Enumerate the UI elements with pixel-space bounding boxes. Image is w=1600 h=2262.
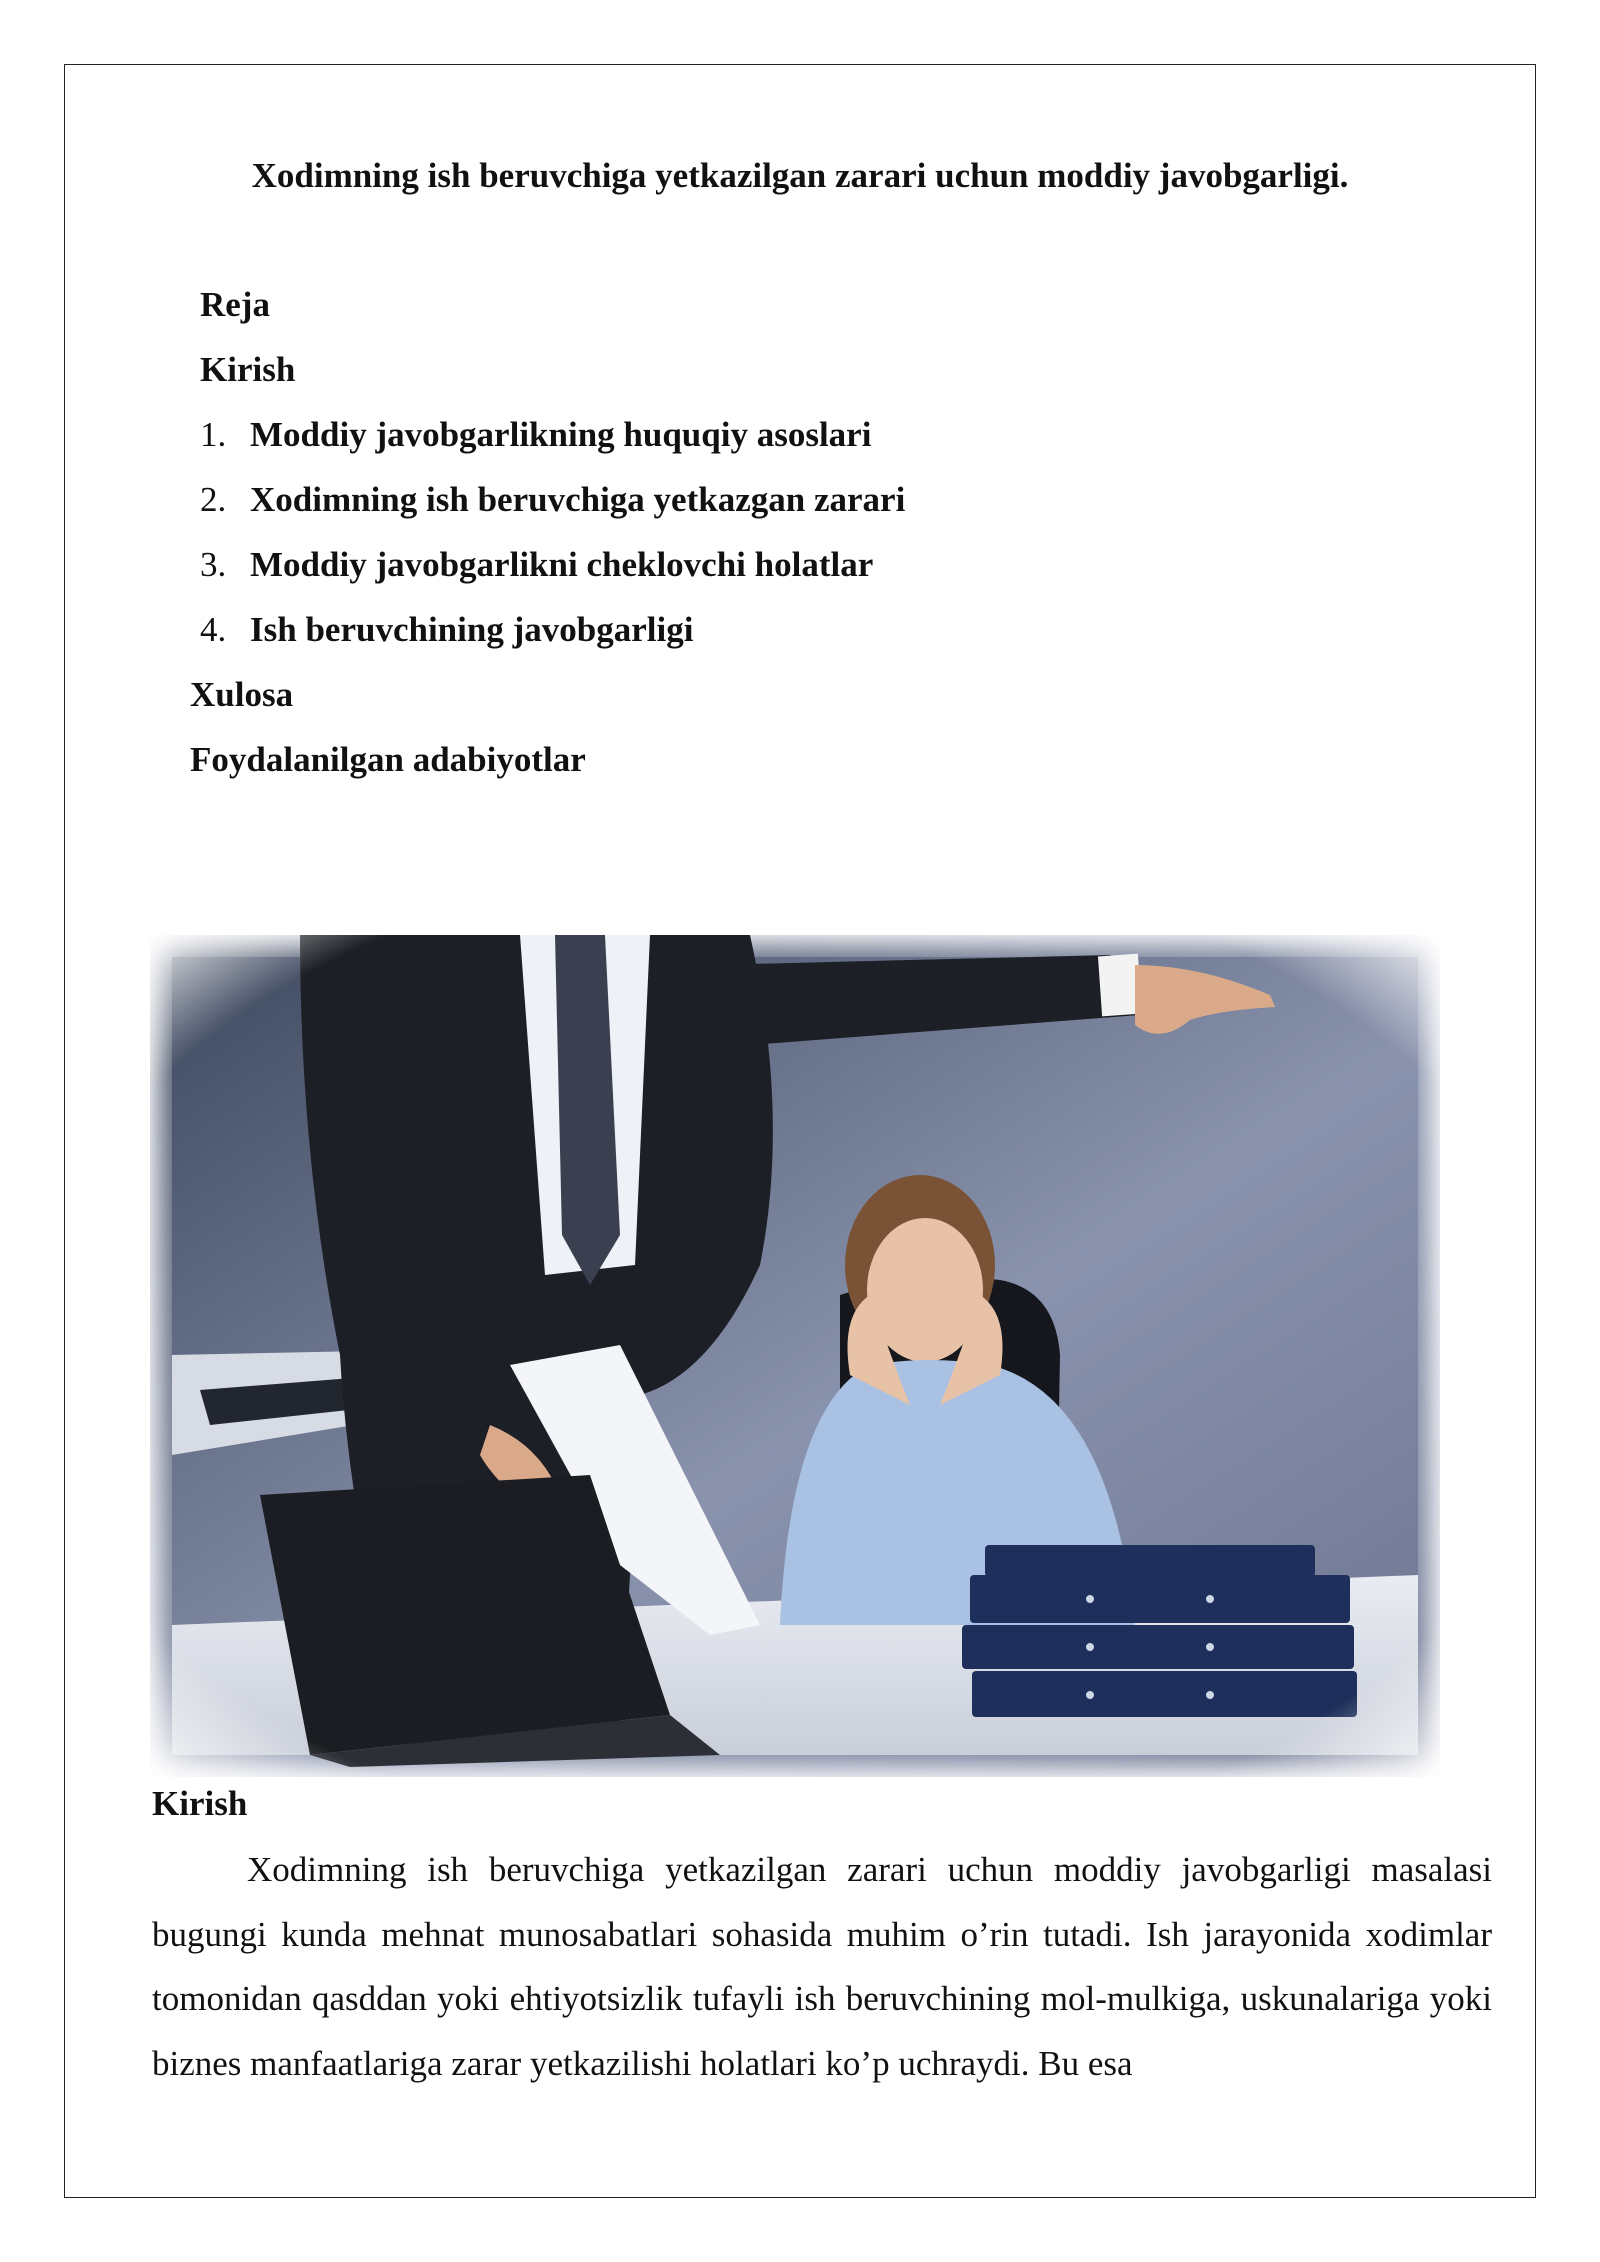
- plan-heading: Reja: [200, 285, 270, 324]
- plan-item-2: Xodimning ish beruvchiga yetkazgan zarari: [250, 480, 906, 519]
- intro-paragraph: Xodimning ish beruvchiga yetkazilgan zarari uchun moddiy javobgarligi masalasi bugungi kunda mehnat munosabatlari sohasida muhim o’rin tutadi. Ish jarayonida xodimlar tomonidan qasddan yoki ehtiyotsizlik tufayli ish beruvchining mol-mulkiga, uskunalariga yoki biznes manfaatlariga zarar yetkazilishi holatlari ko’p uchraydi. Bu esa: [152, 1850, 1492, 2083]
- plan-intro: Kirish: [200, 350, 296, 389]
- plan-item-number: 2.: [200, 480, 227, 519]
- plan-item-1: Moddiy javobgarlikning huquqiy asoslari: [250, 415, 872, 454]
- plan-item-number: 1.: [200, 415, 227, 454]
- plan-references: Foydalanilgan adabiyotlar: [190, 740, 586, 779]
- plan-item-3: Moddiy javobgarlikni cheklovchi holatlar: [250, 545, 874, 584]
- plan-item-number: 4.: [200, 610, 227, 649]
- office-scene-photo: [150, 935, 1440, 1777]
- plan-conclusion: Xulosa: [190, 675, 294, 714]
- plan-item-4: Ish beruvchining javobgarligi: [250, 610, 694, 649]
- section-heading-kirish: Kirish: [152, 1784, 248, 1823]
- document-title: Xodimning ish beruvchiga yetkazilgan zarari uchun moddiy javobgarligi.: [251, 156, 1349, 195]
- plan-item-number: 3.: [200, 545, 227, 584]
